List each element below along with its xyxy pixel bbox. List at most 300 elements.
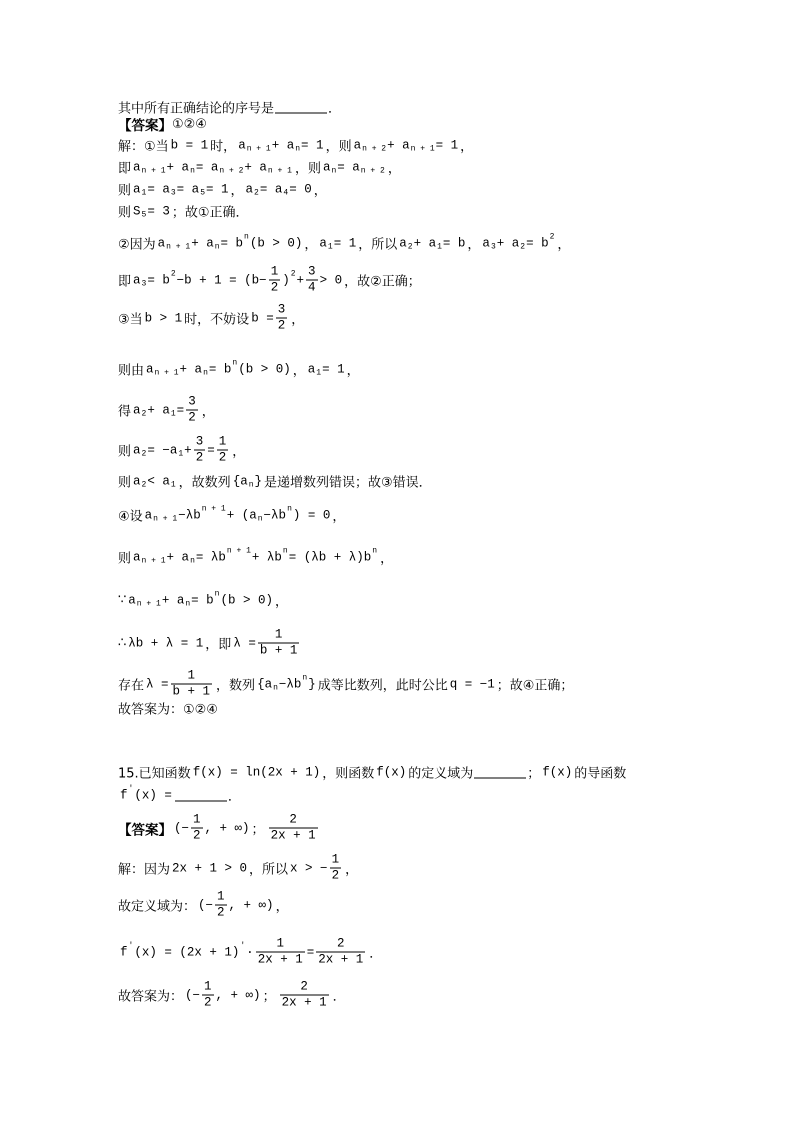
math-text: x > − <box>290 861 328 875</box>
math-formula <box>376 765 406 779</box>
text-run: ，即 <box>205 637 232 653</box>
math-text: = a <box>195 160 219 174</box>
numerator: 1 <box>187 668 196 683</box>
numerator: 1 <box>331 852 340 867</box>
math-formula <box>354 138 459 152</box>
superscript: n + 1 <box>201 504 226 514</box>
superscript: 2 <box>549 232 555 242</box>
math-formula <box>290 853 343 884</box>
superscript: n <box>232 358 238 368</box>
math-text: λb + λ = 1 <box>128 636 204 650</box>
text-run: ， <box>292 363 306 379</box>
denominator: 2x + 1 <box>257 952 303 967</box>
math-formula <box>133 546 378 566</box>
text-run: ； <box>262 989 276 1005</box>
numerator: 3 <box>188 394 196 409</box>
math-formula <box>145 311 183 325</box>
denominator: 2 <box>193 828 201 843</box>
text-run: 的导函数 <box>574 766 627 782</box>
math-text: · <box>246 945 254 959</box>
math-text: b > 1 <box>144 311 183 325</box>
math-text: a <box>353 138 362 152</box>
superscript: ' <box>128 941 134 951</box>
denominator: 2 <box>204 995 212 1010</box>
fraction <box>171 669 213 700</box>
math-text: + a <box>166 550 190 564</box>
math-text: f(x) = ln(2x + 1) <box>192 765 321 779</box>
math-text: a <box>319 236 327 250</box>
text-line <box>118 303 304 334</box>
fraction <box>194 435 206 466</box>
text-run: ，故②正确； <box>344 274 421 290</box>
text-run: ； <box>527 766 541 782</box>
math-formula <box>133 182 229 196</box>
fraction <box>217 435 229 466</box>
text-line <box>118 980 346 1011</box>
subscript: 3 <box>170 188 176 198</box>
text-run: 时，不妨设 <box>184 312 250 328</box>
math-text: a <box>133 160 141 174</box>
math-formula <box>193 765 321 779</box>
math-formula <box>133 474 177 488</box>
math-text: = λb <box>195 550 226 564</box>
fraction <box>258 628 300 659</box>
fraction <box>191 813 203 844</box>
math-text: , + ∞) <box>228 898 274 912</box>
math-text: {a <box>257 677 273 691</box>
math-text: a <box>307 362 316 376</box>
math-text: = 1 <box>435 138 459 152</box>
subscript: n + 1 <box>136 599 161 609</box>
text-run: 即 <box>118 161 132 177</box>
math-text: > 0 <box>319 273 343 287</box>
math-text: + a <box>147 403 170 417</box>
math-text: f <box>120 788 128 802</box>
text-run: ，所以 <box>249 862 289 878</box>
math-text: = 3 <box>147 204 170 218</box>
denominator: 2x + 1 <box>270 828 316 843</box>
math-formula <box>157 232 303 252</box>
math-text: λ = <box>146 677 169 691</box>
subscript: 2 <box>141 480 147 490</box>
fraction <box>316 937 365 968</box>
superscript: 2 <box>170 269 176 279</box>
numerator: 1 <box>274 627 283 642</box>
math-formula <box>128 636 203 650</box>
text-run: ， <box>291 312 305 328</box>
denominator: 2 <box>277 318 286 333</box>
subscript: 1 <box>170 409 176 419</box>
text-run: 则 <box>118 475 132 491</box>
math-formula <box>172 861 247 875</box>
subscript: n + 2 <box>219 166 244 176</box>
numerator: 1 <box>270 264 279 279</box>
math-formula <box>542 765 572 779</box>
fraction <box>306 265 318 296</box>
denominator: 2 <box>270 280 279 295</box>
math-text: + λb <box>251 550 282 564</box>
numerator: 2 <box>289 812 297 827</box>
math-formula <box>251 303 289 334</box>
text-run: ， <box>380 551 394 567</box>
subscript: n + 1 <box>267 166 292 176</box>
math-text: a <box>322 160 331 174</box>
text-line <box>118 114 207 134</box>
math-text: = <box>207 443 215 457</box>
fraction <box>256 937 305 968</box>
text-run: ①②④ <box>172 116 207 132</box>
subscript: n + 2 <box>362 144 387 154</box>
math-text: a <box>238 138 246 152</box>
subscript: 1 <box>141 188 147 198</box>
subscript: n + 1 <box>141 556 166 566</box>
math-text: + a <box>387 138 410 152</box>
math-formula <box>133 204 170 218</box>
numerator: 3 <box>308 264 316 279</box>
math-text: ) <box>282 273 290 287</box>
math-formula <box>267 813 320 844</box>
denominator: 2x + 1 <box>281 995 327 1010</box>
subscript: n <box>190 556 195 566</box>
math-text: f(x) <box>542 765 573 779</box>
answer-blank <box>175 789 227 802</box>
text-run: 存在 <box>118 678 145 694</box>
math-formula <box>278 980 331 1011</box>
subscript: 3 <box>490 242 496 252</box>
superscript: n + 1 <box>226 546 251 556</box>
text-line <box>118 234 570 253</box>
text-run: ，则函数 <box>322 766 375 782</box>
answer-blank <box>275 101 327 114</box>
answer-blank <box>474 766 526 779</box>
text-run: 其中所有正确结论的序号是 <box>118 101 275 117</box>
text-run: ， <box>467 237 481 253</box>
text-line <box>118 435 245 466</box>
math-text: + a <box>496 236 520 250</box>
answer-label: 【答案】 <box>118 118 172 134</box>
math-text: 2x + 1 > 0 <box>172 861 248 875</box>
math-formula <box>185 980 261 1011</box>
math-text: ) = 0 <box>292 508 331 522</box>
math-text: + (a <box>226 508 257 522</box>
numerator: 1 <box>218 434 227 449</box>
numerator: 1 <box>276 936 284 951</box>
fraction <box>276 303 288 334</box>
math-formula <box>233 474 262 488</box>
math-formula <box>319 236 356 250</box>
text-line <box>118 202 249 221</box>
math-formula <box>133 435 230 466</box>
math-text: −λb <box>278 677 302 691</box>
math-text: = <box>176 403 185 417</box>
text-run: ，则 <box>294 161 321 177</box>
math-formula <box>399 236 465 250</box>
math-text: −λb <box>263 508 287 522</box>
math-formula <box>133 395 200 426</box>
superscript: ' <box>240 941 246 951</box>
subscript: 4 <box>283 188 289 198</box>
subscript: 1 <box>437 242 442 252</box>
text-run: ． <box>328 101 342 117</box>
text-run: ． <box>369 946 383 962</box>
text-run: ， <box>275 899 289 915</box>
math-text: = 1 <box>206 182 229 196</box>
math-formula <box>238 138 323 152</box>
text-run: ；故④正确； <box>496 678 574 694</box>
denominator: 2 <box>331 868 340 883</box>
text-run: ， <box>332 509 346 525</box>
subscript: n + 1 <box>141 166 166 176</box>
math-formula <box>246 182 312 196</box>
math-text: S <box>133 204 141 218</box>
fraction <box>186 395 198 426</box>
math-text: = −a <box>147 443 178 457</box>
subscript: n <box>248 480 254 490</box>
subscript: 3 <box>141 279 147 289</box>
text-line <box>118 591 288 610</box>
math-text: + a <box>161 593 185 607</box>
text-run: ， <box>460 139 474 155</box>
text-line <box>118 472 432 491</box>
math-text: + a <box>413 236 437 250</box>
math-text: + a <box>191 236 214 250</box>
subscript: n <box>257 514 263 524</box>
math-text: , + ∞) <box>204 821 250 835</box>
math-text: (− <box>185 988 201 1002</box>
text-line <box>118 395 215 426</box>
text-run: 是递增数列错误；故③错误． <box>264 475 432 491</box>
math-text: a <box>133 443 141 457</box>
text-run: ． <box>332 989 346 1005</box>
math-text: a <box>133 273 141 287</box>
denominator: 4 <box>308 280 316 295</box>
text-run: 则 <box>118 205 132 221</box>
text-run: ④设 <box>118 509 143 525</box>
subscript: n + 1 <box>153 514 178 524</box>
subscript: 2 <box>141 449 147 459</box>
text-line <box>118 628 303 659</box>
math-text: (− <box>174 821 190 835</box>
text-run: ；故①正确． <box>171 205 249 221</box>
numerator: 3 <box>195 434 204 449</box>
subscript: 2 <box>141 409 147 419</box>
text-line <box>118 360 360 379</box>
math-text: = 1 <box>301 138 324 152</box>
text-line <box>118 937 382 968</box>
math-formula <box>120 937 367 968</box>
text-run: ，则 <box>325 139 352 155</box>
math-formula <box>171 138 209 152</box>
math-text: = a <box>337 160 360 174</box>
fraction <box>269 265 281 296</box>
math-text: a <box>133 550 141 564</box>
subscript: 5 <box>200 188 205 198</box>
text-run: 故定义域为： <box>118 899 197 915</box>
math-formula <box>450 677 495 691</box>
text-run: 则 <box>118 183 132 199</box>
numerator: 2 <box>300 979 308 994</box>
math-formula <box>198 890 274 921</box>
math-text: = a <box>259 182 283 196</box>
math-text: f <box>120 945 128 959</box>
text-run: 即 <box>118 274 132 290</box>
text-run: 解：因为 <box>118 862 171 878</box>
math-text: (x) = (2x + 1) <box>134 945 240 959</box>
subscript: n + 1 <box>166 242 191 252</box>
subscript: n <box>190 166 195 176</box>
text-run: ， <box>345 862 359 878</box>
math-text: + a <box>179 362 203 376</box>
denominator: 2 <box>218 450 227 465</box>
text-run: 的定义域为 <box>408 766 474 782</box>
text-line <box>118 786 241 805</box>
math-formula <box>133 265 342 296</box>
answer-label: 【答案】 <box>118 822 172 838</box>
subscript: n + 1 <box>246 144 271 154</box>
subscript: n <box>214 242 220 252</box>
math-text: a <box>146 362 154 376</box>
math-text: = b <box>147 273 170 287</box>
math-text: a <box>128 593 136 607</box>
text-line <box>118 265 421 296</box>
denominator: 2 <box>217 905 225 920</box>
text-run: 得 <box>118 404 132 420</box>
math-text: = a <box>147 182 170 196</box>
numerator: 2 <box>336 936 345 951</box>
text-run: ， <box>230 183 244 199</box>
math-formula <box>146 669 214 700</box>
math-text: a <box>133 474 141 488</box>
superscript: 2 <box>290 269 296 279</box>
math-text: + a <box>271 138 295 152</box>
math-formula <box>133 160 293 174</box>
math-text: −b + 1 = (b− <box>176 273 267 287</box>
subscript: n + 2 <box>360 166 385 176</box>
math-text: {a <box>232 474 248 488</box>
text-run: ，故数列 <box>178 475 231 491</box>
math-text: , + ∞) <box>215 988 261 1002</box>
math-text: + <box>184 443 192 457</box>
subscript: n <box>295 144 301 154</box>
fraction <box>280 980 329 1011</box>
math-text: (x) = <box>134 788 172 802</box>
superscript: n <box>282 546 288 556</box>
math-text: = b <box>442 236 466 250</box>
math-text: a <box>144 508 153 522</box>
text-run: 时， <box>210 139 237 155</box>
text-run: ， <box>387 161 401 177</box>
numerator: 1 <box>204 979 212 994</box>
text-run: ∵ <box>118 592 127 608</box>
math-formula <box>174 813 250 844</box>
subscript: n <box>273 683 278 693</box>
text-run: 故答案为：①②④ <box>118 702 218 718</box>
text-run: 则由 <box>118 363 145 379</box>
text-line <box>118 180 327 199</box>
text-line <box>118 763 626 782</box>
math-text: < a <box>147 474 170 488</box>
subscript: 1 <box>327 242 333 252</box>
text-run: ． <box>227 789 241 805</box>
text-run: ， <box>201 404 215 420</box>
math-text: a <box>245 182 254 196</box>
text-line <box>118 158 401 177</box>
subscript: 1 <box>316 368 322 378</box>
text-run: ， <box>346 363 360 379</box>
text-run: 15.已知函数 <box>118 766 191 782</box>
fraction <box>202 980 214 1011</box>
math-formula <box>323 160 386 174</box>
text-line <box>118 506 345 525</box>
subscript: 2 <box>254 188 259 198</box>
superscript: n <box>302 673 308 683</box>
superscript: ' <box>128 784 134 794</box>
subscript: n <box>185 599 191 609</box>
text-run: 则 <box>118 551 132 567</box>
superscript: n <box>214 589 220 599</box>
math-formula <box>233 628 301 659</box>
math-text: (b > 0) <box>220 593 273 607</box>
math-text: a <box>399 236 407 250</box>
text-run: ， <box>274 594 288 610</box>
subscript: n + 1 <box>154 368 179 378</box>
math-text: a <box>157 236 166 250</box>
text-line <box>118 853 358 884</box>
subscript: n <box>203 368 208 378</box>
text-line <box>118 890 289 921</box>
text-run: ，所以 <box>358 237 398 253</box>
math-formula <box>144 504 331 524</box>
numerator: 1 <box>193 812 201 827</box>
math-text: = b <box>220 236 244 250</box>
math-text: q = −1 <box>449 677 495 691</box>
denominator: b + 1 <box>259 643 298 658</box>
math-text: f(x) <box>376 765 407 779</box>
subscript: 1 <box>178 449 184 459</box>
denominator: 2x + 1 <box>318 952 364 967</box>
text-line <box>118 136 473 155</box>
math-formula <box>120 784 172 802</box>
subscript: n + 1 <box>410 144 435 154</box>
text-line <box>118 669 573 700</box>
math-formula <box>482 232 555 252</box>
numerator: 1 <box>217 889 225 904</box>
math-text: + a <box>166 160 190 174</box>
math-text: b = 1 <box>170 138 209 152</box>
text-line <box>118 699 218 718</box>
text-line <box>118 548 393 567</box>
text-run: 成等比数列，此时公比 <box>317 678 448 694</box>
denominator: 2 <box>188 410 196 425</box>
denominator: 2 <box>195 450 204 465</box>
math-text: } <box>254 474 263 488</box>
fraction <box>215 890 227 921</box>
math-text: −λb <box>178 508 201 522</box>
math-text: λ = <box>233 636 256 650</box>
text-run: ③当 <box>118 312 143 328</box>
math-text: = 1 <box>333 236 357 250</box>
denominator: b + 1 <box>172 684 211 699</box>
math-text: + a <box>244 160 267 174</box>
math-text: + <box>296 273 305 287</box>
text-run: 则 <box>118 444 132 460</box>
fraction <box>330 853 342 884</box>
math-formula <box>128 589 273 609</box>
math-text: (− <box>198 898 214 912</box>
math-text: = b <box>526 236 549 250</box>
text-run: ②因为 <box>118 237 156 253</box>
text-run: ， <box>313 183 327 199</box>
